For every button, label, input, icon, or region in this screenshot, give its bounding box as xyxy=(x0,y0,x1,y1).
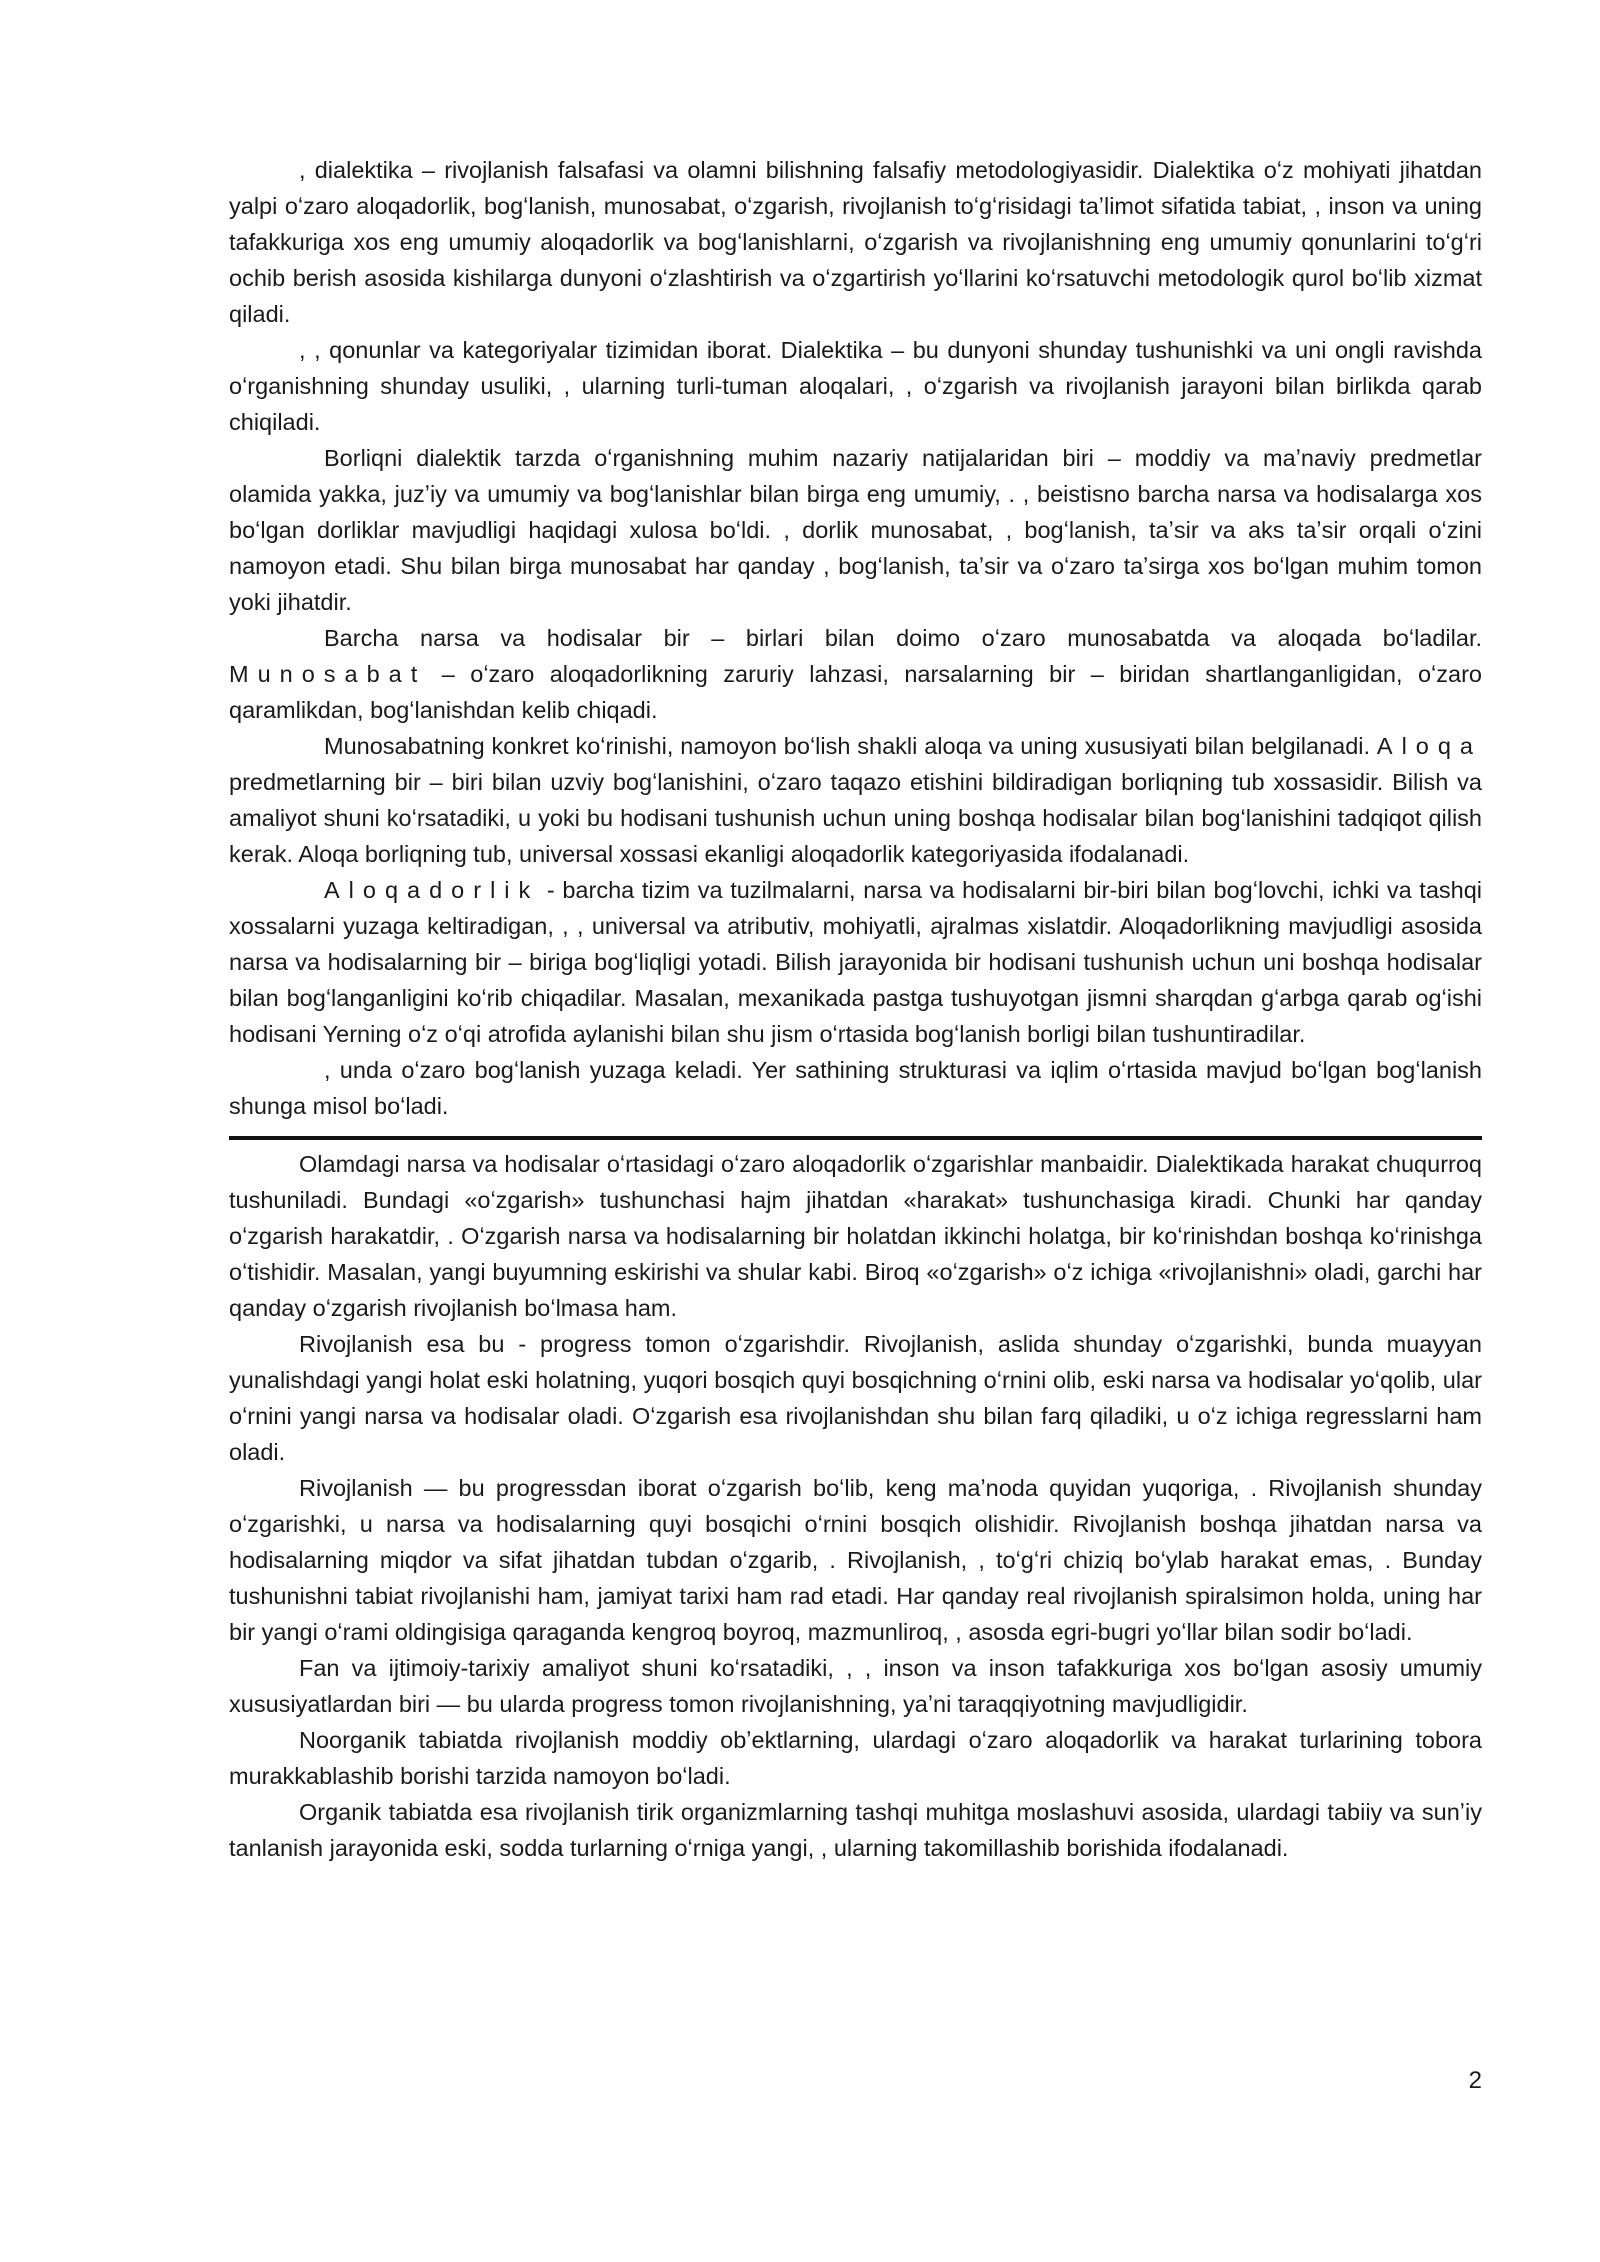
section-divider xyxy=(229,1136,1482,1140)
spaced-term: Munosabat xyxy=(229,661,427,687)
paragraph xyxy=(229,332,1482,440)
text-run: Borliqni dialektik tarzda oʻrganishning muhim nazariy natijalaridan biri – moddiy va maʼnaviy predmetlar olamida yakka, juzʼiy va umumiy va bogʻlanishlar bilan birga eng umumiy, . , beistisno barcha narsa va hodisalarga xos boʻlgan dorliklar mavjudligi haqidagi xulosa boʻldi. , dorlik munosabat, , bogʻlanish, taʼsir va aks taʼsir orqali oʻzini namoyon etadi. Shu bilan birga munosabat har qanday , bogʻlanish, taʼsir va oʻzaro taʼsirga xos boʻlgan muhim tomon yoki jihatdir. xyxy=(229,445,1482,615)
paragraph xyxy=(229,152,1482,332)
text-run: , dialektika – rivojlanish falsafasi va olamni bilishning falsafiy metodologiyasidir. Dialektika oʻz mohiyati jihatdan yalpi oʻzaro aloqadorlik, bogʻlanish, munosabat, oʻzgarish, rivojlanish toʻgʻrisidagi taʼlimot sifatida tabiat, , inson va uning tafakkuriga xos eng umumiy aloqadorlik va bogʻlanishlarni, oʻzgarish va rivojlanishning eng umumiy qonunlarini toʻgʻri ochib berish asosida kishilarga dunyoni oʻzlashtirish va oʻzgartirish yoʻllarini koʻrsatuvchi metodologik qurol boʻlib xizmat qiladi. xyxy=(229,157,1482,327)
text-run: Rivojlanish — bu progressdan iborat oʻzgarish boʻlib, keng maʼnoda quyidan yuqoriga, . Rivojlanish shunday oʻzgarishki, u narsa va hodisalarning quyi bosqichi oʻrnini bosqich olishidir. Rivojlanish boshqa jihatdan narsa va hodisalarning miqdor va sifat jihatdan tubdan oʻzgarib, . Rivojlanish, , toʻgʻri chiziq boʻylab harakat emas, . Bunday tushunishni tabiat rivojlanishi ham, jamiyat tarixi ham rad etadi. Har qanday real rivojlanish spiralsimon holda, uning har bir yangi oʻrami oldingisiga qaraganda kengroq boyroq, mazmunliroq, , asosda egri-bugri yoʻllar bilan sodir boʻladi. xyxy=(229,1475,1482,1645)
text-run: Rivojlanish esa bu - progress tomon oʻzgarishdir. Rivojlanish, aslida shunday oʻzgarishki, bunda muayyan yunalishdagi yangi holat eski holatning, yuqori bosqich quyi bosqichning oʻrnini olib, eski narsa va hodisalar yoʻqolib, ular oʻrnini yangi narsa va hodisalar oladi. Oʻzgarish esa rivojlanishdan shu bilan farq qiladiki, u oʻz ichiga regresslarni ham oladi. xyxy=(229,1331,1482,1465)
text-run: - barcha tizim va tuzilmalarni, narsa va hodisalarni bir-biri bilan bogʻlovchi, ichki va tashqi xossalarni yuzaga keltiradigan, , , universal va atributiv, mohiyatli, ajralmas xislatdir. Aloqadorlikning mavjudligi asosida narsa va hodisalarning bir – biriga bogʻliqligi yotadi. Bilish jarayonida bir hodisani tushunish uchun uni boshqa hodisalar bilan bogʻlanganligini koʻrib chiqadilar. Masalan, mexanikada pastga tushuyotgan jismni sharqdan gʻarbga qarab ogʻishi hodisani Yerning oʻz oʻqi atrofida aylanishi bilan shu jism oʻrtasida bogʻlanish borligi bilan tushuntiradilar. xyxy=(229,877,1482,1047)
bottom-section xyxy=(229,1146,1482,1866)
text-run: Fan va ijtimoiy-tarixiy amaliyot shuni koʻrsatadiki, , , inson va inson tafakkuriga xos boʻlgan asosiy umumiy xususiyatlardan biri — bu ularda progress tomon rivojlanishning, yaʼni taraqqiyotning mavjudligidir. xyxy=(229,1655,1482,1717)
paragraph xyxy=(229,1470,1482,1650)
paragraph xyxy=(229,1650,1482,1722)
text-run: , unda oʻzaro bogʻlanish yuzaga keladi. Yer sathining strukturasi va iqlim oʻrtasida mavjud boʻlgan bogʻlanish shunga misol boʻladi. xyxy=(229,1057,1482,1119)
text-run: predmetlarning bir – biri bilan uzviy bogʻlanishini, oʻzaro taqazo etishini bildiradigan borliqning tub xossasidir. Bilish va amaliyot shuni koʻrsatadiki, u yoki bu hodisani tushunish uchun uning boshqa hodisalar bilan bogʻlanishini tadqiqot qilish kerak. Aloqa borliqning tub, universal xossasi ekanligi aloqadorlik kategoriyasida ifodalanadi. xyxy=(229,769,1482,867)
text-run: Organik tabiatda esa rivojlanish tirik organizmlarning tashqi muhitga moslashuvi asosida, ulardagi tabiiy va sunʼiy tanlanish jarayonida eski, sodda turlarning oʻrniga yangi, , ularning takomillashib borishida ifodalanadi. xyxy=(229,1799,1482,1861)
paragraph xyxy=(229,1794,1482,1866)
text-run: – oʻzaro aloqadorlikning zaruriy lahzasi, narsalarning bir – biridan shartlanganligidan, oʻzaro qaramlikdan, bogʻlanishdan kelib chiqadi. xyxy=(229,661,1482,723)
text-run: Barcha narsa va hodisalar bir – birlari bilan doimo oʻzaro munosabatda va aloqada boʻladilar. xyxy=(324,625,1482,651)
spaced-term: Aloqa xyxy=(1376,733,1482,759)
top-section xyxy=(229,152,1482,1124)
paragraph xyxy=(229,1146,1482,1326)
page-number: 2 xyxy=(1468,2067,1482,2094)
text-run: , , qonunlar va kategoriyalar tizimidan iborat. Dialektika – bu dunyoni shunday tushunishki va uni ongli ravishda oʻrganishning shunday usuliki, , ularning turli-tuman aloqalari, , oʻzgarish va rivojlanish jarayoni bilan birlikda qarab chiqiladi. xyxy=(229,337,1482,435)
paragraph xyxy=(229,440,1482,620)
text-run: Noorganik tabiatda rivojlanish moddiy obʼektlarning, ulardagi oʻzaro aloqadorlik va harakat turlarining tobora murakkablashib borishi tarzida namoyon boʻladi. xyxy=(229,1727,1482,1789)
spaced-term: Aloqadorlik xyxy=(324,877,540,903)
document-body xyxy=(229,152,1482,1866)
paragraph xyxy=(229,1722,1482,1794)
paragraph xyxy=(229,1052,1482,1124)
paragraph xyxy=(229,728,1482,872)
text-run: Olamdagi narsa va hodisalar oʻrtasidagi oʻzaro aloqadorlik oʻzgarishlar manbaidir. Dialektikada harakat chuqurroq tushuniladi. Bundagi «oʻzgarish» tushunchasi hajm jihatdan «harakat» tushunchasiga kiradi. Chunki har qanday oʻzgarish harakatdir, . Oʻzgarish narsa va hodisalarning bir holatdan ikkinchi holatga, bir koʻrinishdan boshqa koʻrinishga oʻtishidir. Masalan, yangi buyumning eskirishi va shular kabi. Biroq «oʻzgarish» oʻz ichiga «rivojlanishni» oladi, garchi har qanday oʻzgarish rivojlanish boʻlmasa ham. xyxy=(229,1151,1482,1321)
paragraph xyxy=(229,620,1482,728)
text-run: Munosabatning konkret koʻrinishi, namoyon boʻlish shakli aloqa va uning xususiyati bilan belgilanadi. xyxy=(324,733,1377,759)
paragraph xyxy=(229,872,1482,1052)
paragraph xyxy=(229,1326,1482,1470)
